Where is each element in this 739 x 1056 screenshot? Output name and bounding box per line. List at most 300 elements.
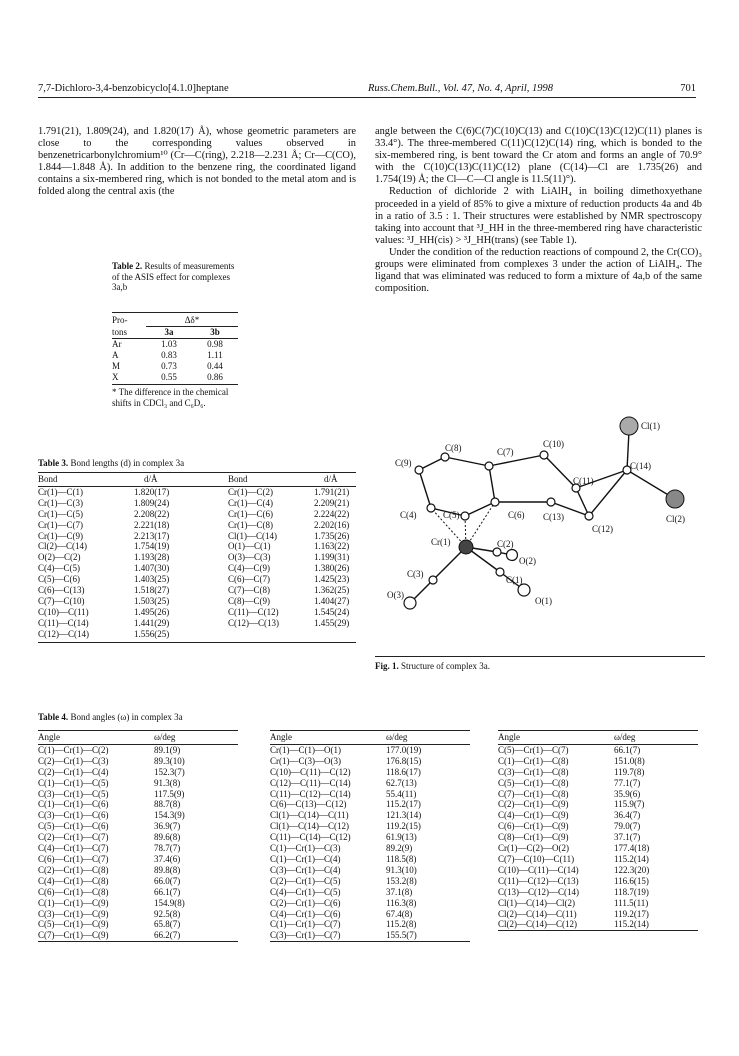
table4-angle-cell: C(2)—Cr(1)—C(6): [270, 897, 341, 908]
table4-angle-cell: Cl(1)—C(14)—C(11): [270, 810, 349, 821]
table-row: [270, 898, 470, 909]
table4-value-cell: 115.2(17): [386, 799, 421, 810]
table4-angle-cell: C(6)—C(13)—C(12): [270, 799, 347, 810]
table3-length-cell: 1.403(25): [134, 574, 170, 585]
table-row: [270, 799, 470, 810]
table-row: [38, 789, 238, 800]
table4-angle-cell: C(6)—Cr(1)—C(9): [498, 821, 569, 832]
table3-length-cell: 1.193(28): [134, 552, 170, 563]
table3-length-cell: 1.163(22): [314, 541, 350, 552]
table3-bottom-rule: [38, 642, 356, 643]
table3-bond-cell: C(4)—C(9): [228, 563, 270, 574]
table-row: [270, 919, 470, 930]
table4-column-3: [498, 730, 698, 931]
table4-angle-cell: C(11)—C(14)—C(12): [270, 832, 351, 843]
table4-value-cell: 89.3(10): [154, 755, 185, 766]
paragraph: Reduction of dichloride 2 with LiAlH₄ in boiling dimethoxyethane proceeded in a yield of 85% to give a mixture of reduction products 4a and 4b in a ratio of 3.5 : 1. Their structures were established by NMR spectroscopy taking into account that ³J_HH in the three-membered ring have characteristic values: ³J_HH(cis) > ³J_HH(trans) (see Table 1).: [375, 186, 702, 246]
table2: [112, 312, 238, 408]
atom-label-o2: O(2): [519, 556, 536, 566]
table4-value-cell: 122.3(20): [614, 864, 650, 875]
table2-header-3a: 3a: [146, 326, 192, 338]
table4-value-cell: 89.2(9): [386, 843, 413, 854]
atom-label-c11: C(11): [573, 476, 594, 486]
table4-angle-cell: C(7)—Cr(1)—C(8): [498, 788, 569, 799]
table-row: [38, 563, 356, 574]
table2-cell: 1.03: [161, 338, 177, 349]
table3-header-bond: Bond: [38, 473, 130, 487]
table2-cell: M: [112, 360, 121, 371]
table-row: [38, 486, 356, 497]
figure-molecular-structure: [375, 412, 705, 652]
table4-value-cell: 91.3(8): [154, 777, 181, 788]
table-row: [38, 832, 238, 843]
table-row: [498, 909, 698, 920]
table2-cell: 0.44: [207, 360, 223, 371]
paragraph: angle between the C(6)C(7)C(10)C(13) and C(10)C(13)C(12)C(11) planes is 33.4°). The three-membered C(11)C(12)C(14) ring, which is bonded to the six-membered ring, is bent toward the Cr atom and forms an angle of 70.9° with the C(10)C(13)C(11)C(12) plane (C(14)—Cl are 1.735(26) and 1.754(19) Å; the Cl—C—Cl angle is 11.5(11)°).: [375, 126, 702, 186]
table-row: [270, 843, 470, 854]
table-row: [38, 585, 356, 596]
table3-bond-cell: C(7)—C(10): [38, 595, 85, 606]
atom-label-c1: C(1): [506, 575, 523, 585]
table3-length-cell: 1.503(25): [134, 595, 170, 606]
table4-value-cell: 37.1(7): [614, 832, 641, 843]
table-row: [498, 778, 698, 789]
table-row: [270, 767, 470, 778]
table4-value-cell: 119.2(15): [386, 821, 421, 832]
table4-value-cell: 37.4(6): [154, 853, 181, 864]
table4-angle-cell: C(2)—Cr(1)—C(9): [498, 799, 569, 810]
table-row: [498, 767, 698, 778]
table4-angle-cell: C(3)—Cr(1)—C(5): [38, 788, 109, 799]
table3-bond-cell: C(10)—C(11): [38, 606, 89, 617]
header-article-title: 7,7-Dichloro-3,4-benzobicyclo[4.1.0]heptane: [38, 83, 229, 94]
table4-angle-cell: C(8)—Cr(1)—C(9): [498, 832, 569, 843]
atom-label-c7: C(7): [497, 447, 514, 457]
table4-value-cell: 115.2(14): [614, 853, 649, 864]
table3-bond-cell: Cr(1)—C(2): [228, 486, 273, 497]
table3-bond-cell: Cr(1)—C(4): [228, 497, 273, 508]
table4-bottom-rule: [498, 930, 698, 931]
table4-value-cell: 153.2(8): [386, 875, 417, 886]
table4-angle-cell: C(10)—C(11)—C(12): [270, 766, 351, 777]
atom-label-c8: C(8): [445, 443, 462, 453]
table2-cell: 0.98: [207, 338, 223, 349]
table3-bond-cell: C(12)—C(14): [38, 628, 89, 639]
table-row: [38, 887, 238, 898]
table3-length-cell: 1.362(25): [314, 585, 350, 596]
table-row: [38, 919, 238, 930]
table-row: [498, 919, 698, 930]
atom-label-cl2: Cl(2): [666, 514, 685, 524]
table4-value-cell: 62.7(13): [386, 777, 417, 788]
table3-length-cell: 1.735(26): [314, 530, 350, 541]
table3-length-cell: 2.202(16): [314, 519, 350, 530]
table-row: [38, 854, 238, 865]
table4-value-cell: 151.0(8): [614, 755, 645, 766]
figure-caption: [375, 656, 705, 671]
table4-angle-cell: C(1)—Cr(1)—C(6): [38, 799, 109, 810]
table4-header-omega: ω/deg: [386, 731, 470, 745]
table3-length-cell: 1.518(27): [134, 585, 170, 596]
table-row: [38, 778, 238, 789]
table-row: [38, 509, 356, 520]
table4-header-angle: Angle: [498, 731, 614, 745]
table2-header-delta: Δδ*: [146, 313, 238, 327]
table4-value-cell: 111.5(11): [614, 897, 649, 908]
table4-angle-cell: C(1)—Cr(1)—C(4): [270, 853, 341, 864]
table3-length-cell: 1.425(23): [314, 574, 350, 585]
table-row: [38, 810, 238, 821]
atom-label-c9: C(9): [395, 458, 412, 468]
table4-value-cell: 77.1(7): [614, 777, 641, 788]
table4-angle-cell: Cr(1)—C(2)—O(2): [498, 843, 569, 854]
table4-angle-cell: C(1)—Cr(1)—C(2): [38, 744, 109, 755]
table4-header-omega: ω/deg: [614, 731, 698, 745]
table3-length-cell: 2.221(18): [134, 519, 170, 530]
table4-angle-cell: Cl(2)—C(14)—C(11): [498, 908, 577, 919]
table4-angle-cell: C(1)—Cr(1)—C(5): [38, 777, 109, 788]
table4-value-cell: 66.1(7): [154, 886, 181, 897]
table3-header-d: d/Å: [130, 473, 220, 487]
table4-angle-cell: Cl(1)—C(14)—C(12): [270, 821, 349, 832]
table-row: [38, 930, 238, 941]
table-row: [38, 574, 356, 585]
table3-length-cell: 2.224(22): [314, 508, 350, 519]
table4-value-cell: 118.7(19): [614, 886, 649, 897]
table4-angle-cell: Cr(1)—C(3)—O(3): [270, 755, 341, 766]
table-row: [38, 498, 356, 509]
table3-length-cell: 1.754(19): [134, 541, 170, 552]
table4-value-cell: 119.7(8): [614, 766, 645, 777]
table4-value-cell: 152.3(7): [154, 766, 185, 777]
table2-caption-text: Results of measurements of the ASIS effect for complexes 3a,b: [112, 261, 235, 292]
table4-value-cell: 36.4(7): [614, 810, 641, 821]
table3-length-cell: 1.380(26): [314, 563, 350, 574]
table3-bond-cell: O(3)—C(3): [228, 552, 271, 563]
table3-length-cell: 1.809(24): [134, 497, 170, 508]
atom-label-c14: C(14): [630, 461, 651, 471]
table3-length-cell: 2.208(22): [134, 508, 170, 519]
table2-cell: 0.86: [192, 372, 238, 385]
table3-bond-cell: Cr(1)—C(8): [228, 519, 273, 530]
table-row: [38, 596, 356, 607]
table3-length-cell: 1.545(24): [314, 606, 350, 617]
table-row: [38, 520, 356, 531]
table4-label: Table 4.: [38, 712, 69, 722]
table4-caption-text: Bond angles (ω) in complex 3a: [70, 712, 183, 722]
table4-value-cell: 66.2(7): [154, 930, 181, 941]
atom-label-o1: O(1): [535, 596, 552, 606]
atom-label-c4: C(4): [400, 510, 417, 520]
atom-label-c2: C(2): [497, 539, 514, 549]
table2-label: Table 2.: [112, 261, 143, 271]
table4-value-cell: 92.5(8): [154, 908, 181, 919]
table4-angle-cell: C(4)—Cr(1)—C(9): [498, 810, 569, 821]
table2-header-pro: Pro-: [112, 313, 146, 327]
table4-angle-cell: C(2)—Cr(1)—C(3): [38, 755, 109, 766]
header-page-number: 701: [680, 83, 696, 94]
table4-value-cell: 177.4(18): [614, 843, 650, 854]
table4-header-angle: Angle: [38, 731, 154, 745]
table4-angle-cell: C(4)—Cr(1)—C(5): [270, 886, 341, 897]
table4-angle-cell: C(11)—C(12)—C(14): [270, 788, 351, 799]
table-row: [270, 930, 470, 941]
table4-value-cell: 67.4(8): [386, 908, 413, 919]
table-row: [270, 821, 470, 832]
table3-bond-cell: C(5)—C(6): [38, 574, 80, 585]
table4-angle-cell: C(3)—Cr(1)—C(8): [498, 766, 569, 777]
table-row: [270, 909, 470, 920]
table4-angle-cell: C(5)—Cr(1)—C(6): [38, 821, 109, 832]
table2-cell: X: [112, 372, 146, 385]
table2-header-tons: tons: [112, 326, 146, 338]
table3-length-cell: 1.495(26): [134, 606, 170, 617]
atom-label-o3: O(3): [387, 590, 404, 600]
table3-bond-cell: Cr(1)—C(5): [38, 508, 83, 519]
table4-angle-cell: Cl(2)—C(14)—C(12): [498, 919, 577, 930]
table-row: [270, 810, 470, 821]
table4-value-cell: 61.9(13): [386, 832, 417, 843]
table3-bond-cell: Cr(1)—C(1): [38, 486, 83, 497]
table2-header-3b: 3b: [192, 326, 238, 338]
figure-caption-text: Structure of complex 3a.: [401, 661, 490, 671]
table-row: [270, 876, 470, 887]
table3-bond-cell: Cl(2)—C(14): [38, 541, 87, 552]
table4-angle-cell: C(2)—Cr(1)—C(4): [38, 766, 109, 777]
paragraph: 1.791(21), 1.809(24), and 1.820(17) Å), whose geometric parameters are close to the corresponding values observed in benzenetricarbonylchromium¹⁰ (Cr—C(ring), 2.218—2.231 Å; Cr—C(CO), 1.844—1.848 Å). In addition to the benzene ring, the coordinated ligand contains a six-membered ring, which is not bonded to the metal atom and is folded along the central axis (the: [38, 126, 356, 198]
table-row: [498, 832, 698, 843]
table4-value-cell: 115.9(7): [614, 799, 645, 810]
table4-angle-cell: C(5)—Cr(1)—C(8): [498, 777, 569, 788]
table3-bond-cell: C(11)—C(14): [38, 617, 89, 628]
table4-angle-cell: C(3)—Cr(1)—C(7): [270, 930, 341, 941]
table-row: [498, 789, 698, 800]
table-row: [498, 876, 698, 887]
table4-value-cell: 118.5(8): [386, 853, 417, 864]
table3-bond-cell: O(2)—C(2): [38, 552, 81, 563]
table2-cell: 0.83: [161, 349, 177, 360]
table-row: [112, 361, 238, 372]
table-row: [38, 865, 238, 876]
table-row: [498, 756, 698, 767]
table4-value-cell: 89.8(8): [154, 864, 181, 875]
table4-header-angle: Angle: [270, 731, 386, 745]
table4-value-cell: 119.2(17): [614, 908, 649, 919]
table4-value-cell: 177.0(19): [386, 744, 422, 755]
table-row: [498, 865, 698, 876]
table-row: [38, 744, 238, 755]
table4-value-cell: 66.0(7): [154, 875, 181, 886]
table4-angle-cell: C(12)—C(11)—C(14): [270, 777, 351, 788]
table3-bond-cell: C(7)—C(8): [228, 585, 270, 596]
table3-bond-cell: C(4)—C(5): [38, 563, 80, 574]
table3-bond-cell: C(6)—C(7): [228, 574, 270, 585]
table2-footnote: * The difference in the chemical shifts in CDCl₃ and C₆D₆.: [112, 387, 229, 408]
table4-angle-cell: C(2)—Cr(1)—C(5): [270, 875, 341, 886]
table4-value-cell: 79.0(7): [614, 821, 641, 832]
table-row: [38, 909, 238, 920]
table-row: [38, 767, 238, 778]
table3-length-cell: 2.213(17): [134, 530, 170, 541]
table4-angle-cell: C(5)—Cr(1)—C(9): [38, 919, 109, 930]
body-text-left-column: [38, 126, 356, 199]
table4-angle-cell: C(2)—Cr(1)—C(7): [38, 832, 109, 843]
table4-value-cell: 35.9(6): [614, 788, 641, 799]
table2-cell: Ar: [112, 338, 122, 349]
table2-caption: [112, 261, 240, 293]
table-row: [38, 629, 356, 642]
table3-bond-cell: Cl(1)—C(14): [228, 530, 277, 541]
table3-bond-cell: C(8)—C(9): [228, 595, 270, 606]
table4-angle-cell: C(1)—Cr(1)—C(9): [38, 897, 109, 908]
table3-bond-cell: C(12)—C(13): [228, 617, 279, 628]
table3-label: Table 3.: [38, 458, 69, 468]
table4-angle-cell: C(4)—Cr(1)—C(7): [38, 843, 109, 854]
table4-column-1: [38, 730, 238, 942]
table-row: [498, 744, 698, 755]
table-row: [498, 799, 698, 810]
table3-header-d: d/Å: [310, 473, 356, 487]
table3-bond-cell: O(1)—C(1): [228, 541, 271, 552]
table4-angle-cell: C(5)—Cr(1)—C(7): [498, 744, 569, 755]
table3-length-cell: 1.441(29): [134, 617, 170, 628]
table3-header-bond: Bond: [220, 473, 310, 487]
table4-value-cell: 154.3(9): [154, 810, 185, 821]
atom-label-cl1: Cl(1): [641, 421, 660, 431]
table-row: [498, 843, 698, 854]
table4-value-cell: 55.4(11): [386, 788, 417, 799]
table4-column-2: [270, 730, 470, 942]
table2-cell: A: [112, 349, 119, 360]
table4-angle-cell: C(2)—Cr(1)—C(8): [38, 864, 109, 875]
table3-length-cell: [310, 629, 356, 642]
body-text-right-column: [375, 126, 702, 295]
table4-value-cell: 116.6(15): [614, 875, 649, 886]
table4-angle-cell: C(3)—Cr(1)—C(4): [270, 864, 341, 875]
table4-value-cell: 89.6(8): [154, 832, 181, 843]
table3-length-cell: 1.455(29): [314, 617, 350, 628]
table2-cell: 0.55: [146, 372, 192, 385]
table4-value-cell: 115.2(14): [614, 919, 649, 930]
table-row: [112, 372, 238, 385]
table4-angle-cell: C(10)—C(11)—C(14): [498, 864, 579, 875]
table3-bond-cell: Cr(1)—C(7): [38, 519, 83, 530]
table-row: [270, 854, 470, 865]
table4-value-cell: 37.1(8): [386, 886, 413, 897]
table4-angle-cell: C(4)—Cr(1)—C(6): [270, 908, 341, 919]
table4-angle-cell: C(4)—Cr(1)—C(8): [38, 875, 109, 886]
table-row: [498, 854, 698, 865]
atom-label-c3: C(3): [407, 569, 424, 579]
table4-value-cell: 155.5(7): [386, 930, 417, 941]
table3: [38, 472, 356, 643]
table-row: [38, 843, 238, 854]
table-row: [270, 789, 470, 800]
table4-value-cell: 36.9(7): [154, 821, 181, 832]
table4-value-cell: 88.7(8): [154, 799, 181, 810]
table4-angle-cell: Cl(1)—C(14)—Cl(2): [498, 897, 575, 908]
table-row: [270, 887, 470, 898]
table3-length-cell: 1.820(17): [134, 486, 170, 497]
table-row: [270, 756, 470, 767]
table3-bond-cell: Cr(1)—C(9): [38, 530, 83, 541]
table4-value-cell: 91.3(10): [386, 864, 417, 875]
table4-value-cell: 116.3(8): [386, 897, 417, 908]
running-header: [38, 83, 696, 98]
table-row: [498, 810, 698, 821]
table4-caption: [38, 712, 438, 723]
table3-length-cell: 1.404(27): [314, 595, 350, 606]
table4-value-cell: 117.5(9): [154, 788, 185, 799]
table-row: [38, 876, 238, 887]
table4-angle-cell: C(3)—Cr(1)—C(6): [38, 810, 109, 821]
atom-label-c12: C(12): [592, 524, 613, 534]
table4-header-omega: ω/deg: [154, 731, 238, 745]
table4-value-cell: 118.6(17): [386, 766, 421, 777]
table4-value-cell: 176.8(15): [386, 755, 422, 766]
table-row: [38, 552, 356, 563]
table4-value-cell: 66.1(7): [614, 744, 641, 755]
table-row: [498, 821, 698, 832]
table-row: [498, 898, 698, 909]
table-row: [38, 821, 238, 832]
table4-angle-cell: C(1)—Cr(1)—C(3): [270, 843, 341, 854]
table-row: [498, 887, 698, 898]
table4-angle-cell: C(7)—Cr(1)—C(9): [38, 930, 109, 941]
table3-length-cell: 1.407(30): [134, 563, 170, 574]
table4-value-cell: 65.8(7): [154, 919, 181, 930]
atom-label-c10: C(10): [543, 439, 564, 449]
table3-bond-cell: Cr(1)—C(3): [38, 497, 83, 508]
table3-bond-cell: [220, 629, 310, 642]
table3-length-cell: 1.556(25): [134, 628, 170, 639]
table3-length-cell: 1.199(31): [314, 552, 350, 563]
table3-bond-cell: C(11)—C(12): [228, 606, 279, 617]
table4-angle-cell: Cr(1)—C(1)—O(1): [270, 744, 341, 755]
table4-angle-cell: C(1)—Cr(1)—C(7): [270, 919, 341, 930]
table-row: [270, 865, 470, 876]
table-row: [38, 756, 238, 767]
table-row: [38, 541, 356, 552]
table4-value-cell: 121.3(14): [386, 810, 422, 821]
table3-caption: [38, 458, 356, 469]
table-row: [112, 338, 238, 349]
atom-label-cr1: Cr(1): [431, 537, 451, 547]
structure-drawing: [375, 412, 705, 652]
table4-angle-cell: C(11)—C(12)—C(13): [498, 875, 579, 886]
table2-cell: 0.73: [161, 360, 177, 371]
paragraph: Under the condition of the reduction reactions of compound 2, the Cr(CO)₃ groups were eliminated from complexes 3 under the action of LiAlH₄. The ligand that was eliminated was reduced to form a mixture of 4a,b of the same composition.: [375, 246, 702, 295]
table-row: [38, 607, 356, 618]
atom-label-c6: C(6): [508, 510, 525, 520]
table4-angle-cell: C(6)—Cr(1)—C(7): [38, 853, 109, 864]
table-row: [38, 898, 238, 909]
table-row: [112, 350, 238, 361]
table4-value-cell: 115.2(8): [386, 919, 417, 930]
header-journal-citation: Russ.Chem.Bull., Vol. 47, No. 4, April, 1998: [368, 83, 554, 94]
table-row: [38, 531, 356, 542]
table4-value-cell: 154.9(8): [154, 897, 185, 908]
table4-angle-cell: C(1)—Cr(1)—C(8): [498, 755, 569, 766]
table-row: [270, 832, 470, 843]
table3-caption-text: Bond lengths (d) in complex 3a: [70, 458, 185, 468]
table4-bottom-rule: [270, 941, 470, 942]
atom-label-c13: C(13): [543, 512, 564, 522]
table-row: [38, 618, 356, 629]
table4-value-cell: 89.1(9): [154, 744, 181, 755]
table2-cell: 1.11: [207, 349, 223, 360]
figure-caption-label: Fig. 1.: [375, 661, 399, 671]
